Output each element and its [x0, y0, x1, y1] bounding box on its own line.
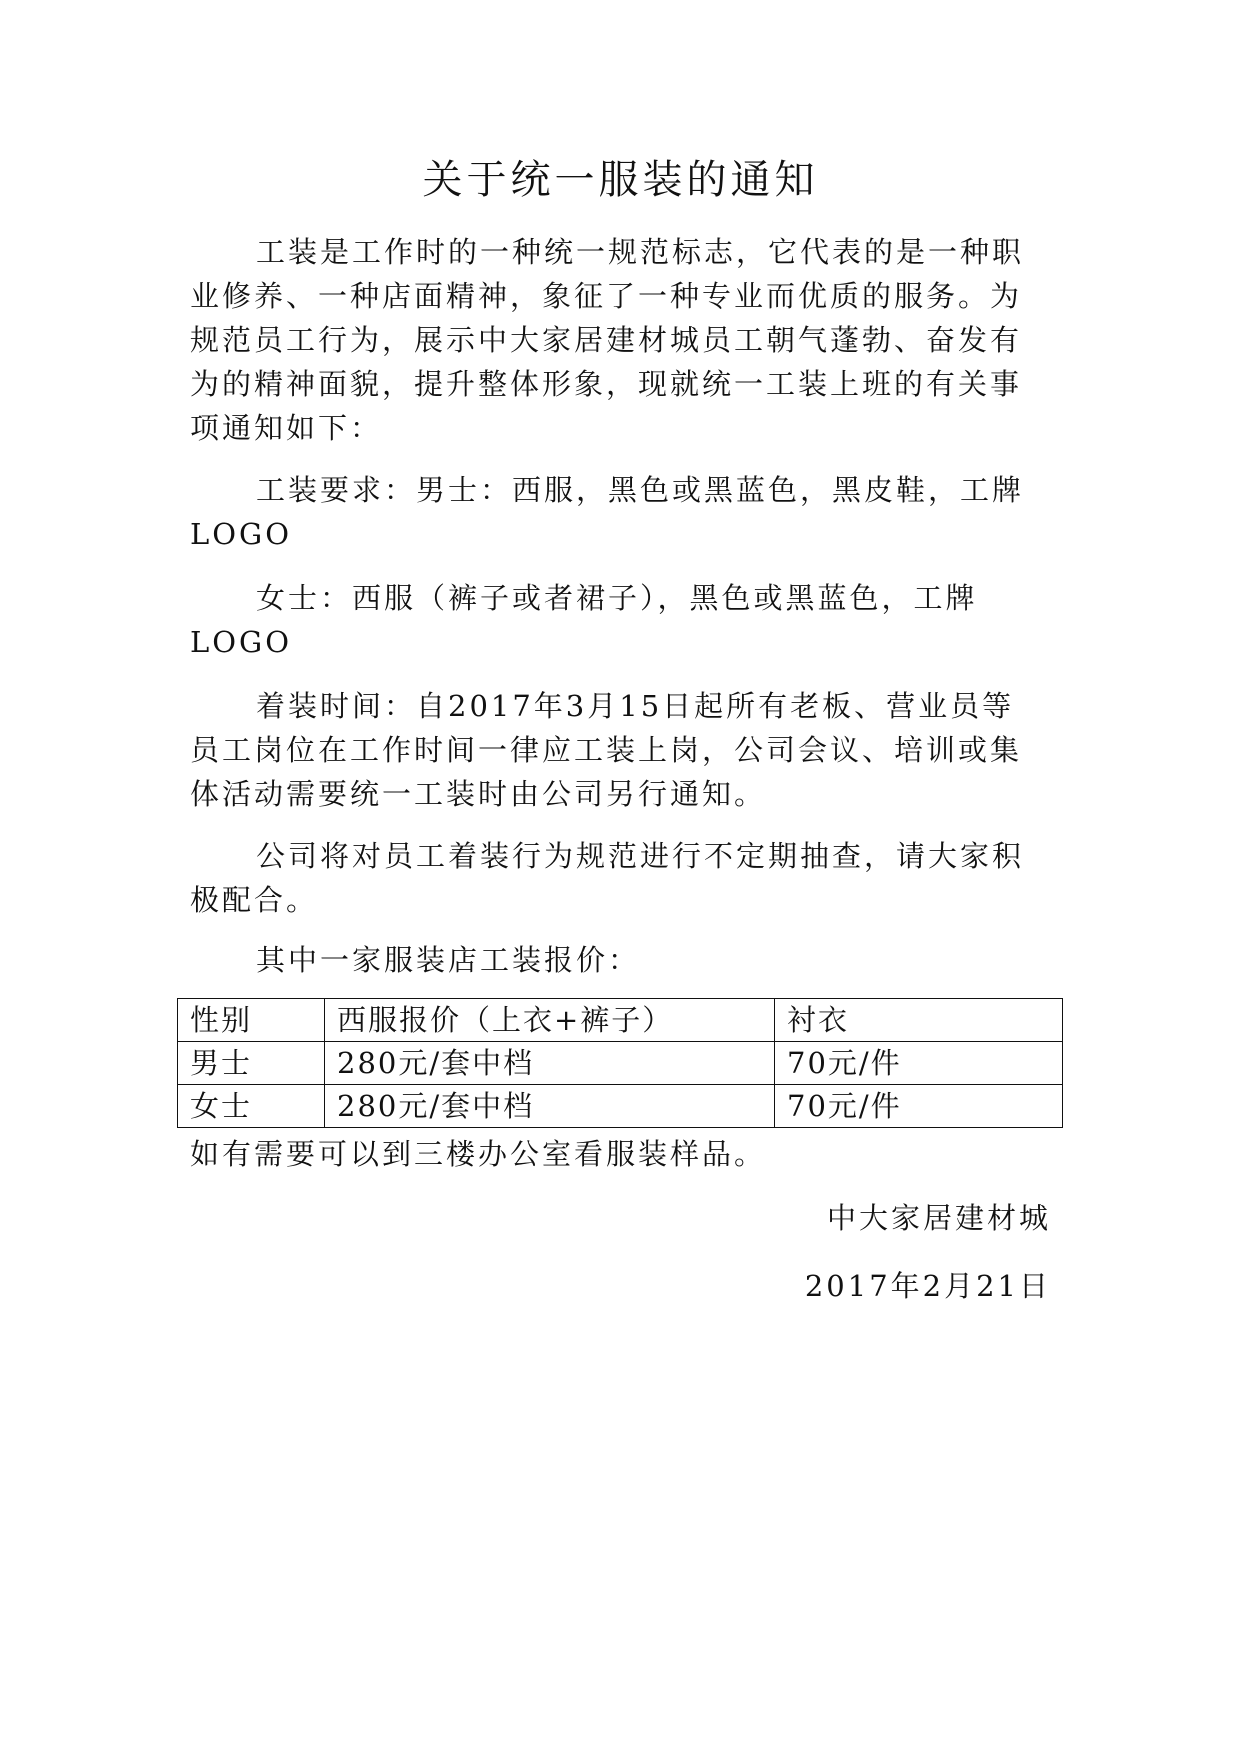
table-row [178, 1085, 1063, 1128]
table-row [178, 1042, 1063, 1085]
document-title: 关于统一服装的通知 [422, 157, 819, 203]
spot-check-text: 公司将对员工着装行为规范进行不定期抽查，请大家积极配合。 [190, 839, 1025, 917]
requirement-women-text: 女士：西服（裤子或者裙子），黑色或黑蓝色，工牌LOGO [190, 581, 978, 659]
table-cell: 70元/件 [775, 1085, 1063, 1128]
table-cell: 280元/套中档 [325, 1085, 775, 1128]
intro-paragraph [190, 230, 1030, 450]
signature-date: 2017年2月21日 [804, 1269, 1051, 1303]
table-cell: 280元/套中档 [325, 1042, 775, 1085]
quote-intro-paragraph [190, 938, 1030, 982]
quote-intro-text: 其中一家服装店工装报价： [256, 943, 641, 977]
table-cell: 男士 [178, 1042, 325, 1085]
intro-text: 工装是工作时的一种统一规范标志，它代表的是一种职业修养、一种店面精神，象征了一种专业而优质的服务。为规范员工行为，展示中大家居建材城员工朝气蓬勃、奋发有为的精神面貌，提升整体形象，现就统一工装上班的有关事项通知如下： [190, 235, 1025, 445]
time-notice-text: 着装时间：自2017年3月15日起所有老板、营业员等员工岗位在工作时间一律应工装上岗，公司会议、培训或集体活动需要统一工装时由公司另行通知。 [190, 689, 1023, 811]
requirement-men-paragraph [190, 468, 1030, 556]
table-cell: 70元/件 [775, 1042, 1063, 1085]
time-notice-paragraph [190, 684, 1030, 816]
table-header-row [178, 999, 1063, 1042]
requirement-women-paragraph [190, 576, 1030, 664]
signature-organization: 中大家居建材城 [826, 1201, 1051, 1235]
header-cell-shirt: 衬衣 [775, 999, 1063, 1042]
quote-table [177, 998, 1063, 1128]
table-cell: 女士 [178, 1085, 325, 1128]
requirement-men-text: 工装要求：男士：西服，黑色或黑蓝色，黑皮鞋，工牌LOGO [190, 473, 1025, 551]
sample-notice-paragraph: 如有需要可以到三楼办公室看服装样品。 [190, 1137, 767, 1171]
spot-check-paragraph [190, 834, 1030, 922]
header-cell-suit-price: 西服报价（上衣+裤子） [325, 999, 775, 1042]
header-cell-gender: 性别 [178, 999, 325, 1042]
